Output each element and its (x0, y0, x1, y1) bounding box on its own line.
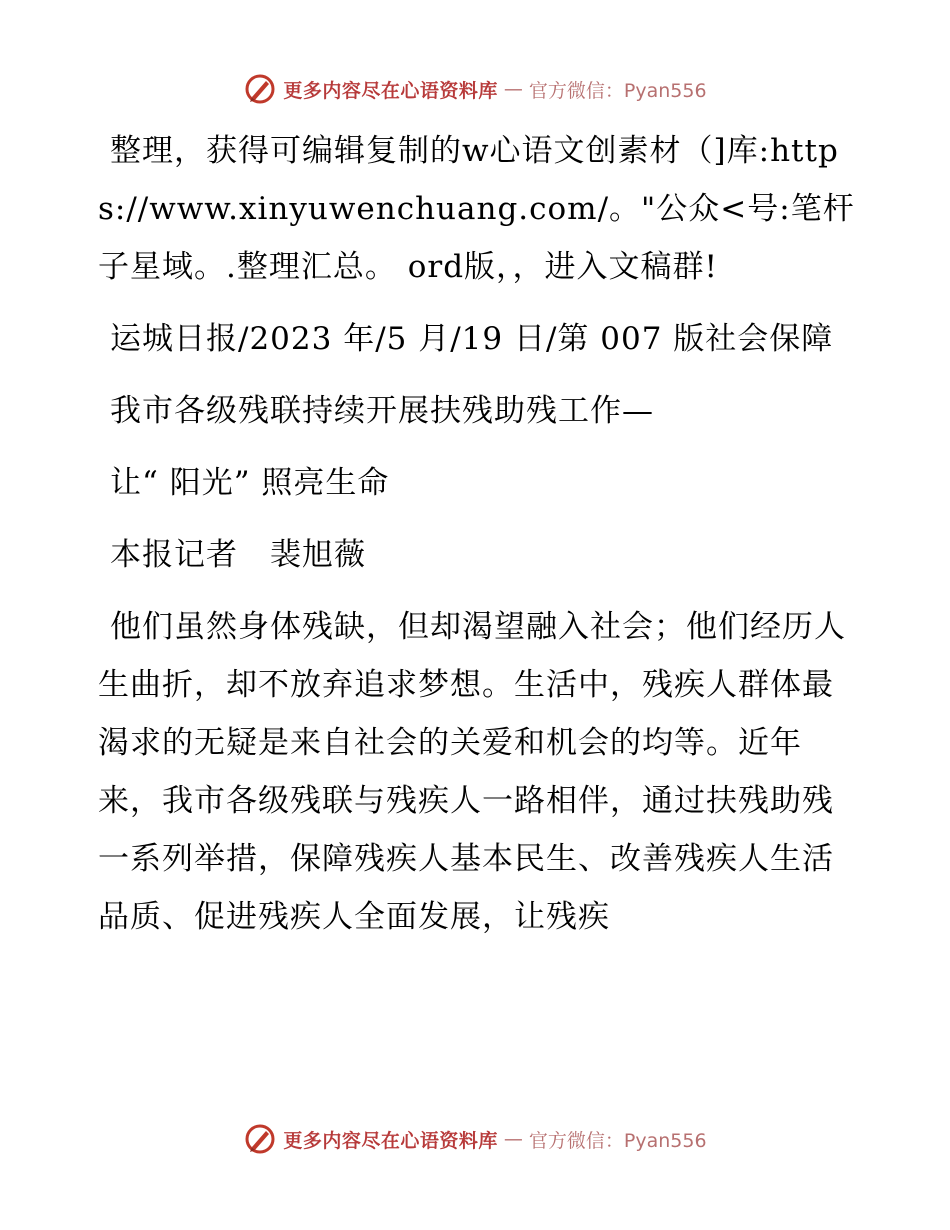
headline: 让“ 阳光” 照亮生命 (110, 465, 390, 501)
pen-globe-logo-icon (243, 72, 277, 106)
banner-title: 更多内容尽在心语资料库 (283, 1129, 498, 1152)
footer-banner (0, 1122, 950, 1156)
banner-contact: 官方微信：Pyan556 (528, 79, 707, 102)
banner-separator: — (503, 1128, 523, 1150)
headline-kicker: 我市各级残联持续开展扶残助残工作— (110, 393, 654, 429)
byline: 本报记者 裴旭薇 (110, 537, 366, 573)
pen-globe-logo-icon (243, 1122, 277, 1156)
banner-title: 更多内容尽在心语资料库 (283, 79, 498, 102)
header-banner (0, 72, 950, 106)
banner-separator: — (503, 78, 523, 100)
source-line: 运城日报/2023 年/5 月/19 日/第 007 版社会保障 (110, 321, 834, 357)
body-paragraph: 他们虽然身体残缺，但却渴望融入社会；他们经历人生曲折，却不放弃追求梦想。生活中，残疾人群体最渴求的无疑是来自社会的关爱和机会的均等。近年来，我市各级残联与残疾人一路相伴，通过扶残助残一系列举措，保障残疾人基本民生、改善残疾人生活品质、促进残疾人全面发展，让残疾 (98, 609, 846, 935)
banner-contact: 官方微信：Pyan556 (528, 1129, 707, 1152)
intro-paragraph: 整理，获得可编辑复制的w心语文创素材（]库:https://www.xinyuwenchuang.com/。"公众<号:笔杆子星域。.整理汇总。 ord版，，进入文稿群! (98, 133, 855, 285)
document-body (98, 122, 858, 960)
